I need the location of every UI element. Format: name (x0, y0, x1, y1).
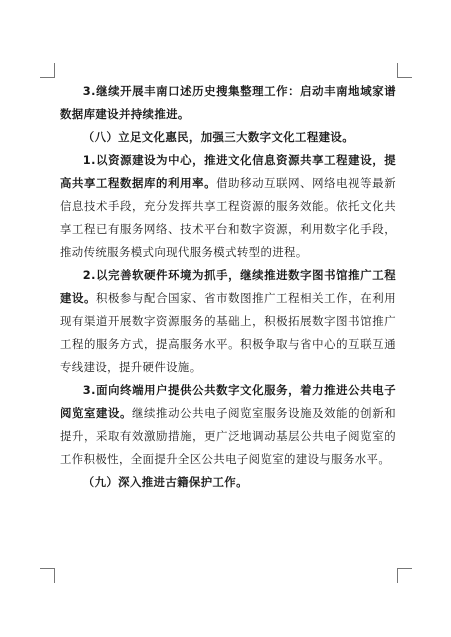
section-heading-9 (60, 471, 396, 494)
paragraph-text: 继续推动公共电子阅览室服务设施及效能的创新和提升，采取有效激励措施，更广泛地调动基层公共电子阅览室的工作积极性，全面提升全区公共电子阅览室的建设与服务水平。 (60, 406, 396, 466)
section-title: （八）立足文化惠民，加强三大数字文化工程建设。 (82, 130, 354, 144)
paragraph-resource-sharing (60, 149, 396, 264)
document-body (60, 80, 396, 494)
paragraph-digital-library (60, 264, 396, 379)
paragraph-text: 借助移动互联网、网络电视等最新信息技术手段，充分发挥共享工程资源的服务效能。依托文化共享工程已有服务网络、技术平台和数字资源，利用数字化手段，推动传统服务模式向现代服务模式转型的进程。 (60, 176, 396, 259)
crop-mark-top-left (40, 63, 55, 78)
paragraph-e-reading-room (60, 379, 396, 471)
crop-mark-top-right (397, 63, 412, 78)
section-heading-8 (60, 126, 396, 149)
crop-mark-bottom-left (40, 568, 55, 583)
crop-mark-bottom-right (397, 568, 412, 583)
paragraph-text: 积极参与配合国家、省市数图推广工程相关工作，在利用现有渠道开展数字资源服务的基础上，积极拓展数字图书馆推广工程的服务方式，提高服务水平。积极争取与省中心的互联互通专线建设，提升硬件设施。 (60, 291, 396, 374)
paragraph-heading: 1.以资源建设为中心，推进文化信息资源共享工程建设，提高共享工程数据库的利用率。 (60, 153, 396, 190)
paragraph-heading: 3.继续开展丰南口述历史搜集整理工作：启动丰南地域家谱数据库建设并持续推进。 (60, 84, 396, 121)
paragraph-heading: 2.以完善软硬件环境为抓手，继续推进数字图书馆推广工程建设。 (60, 268, 396, 305)
paragraph-oral-history (60, 80, 396, 126)
section-title: （九）深入推进古籍保护工作。 (82, 475, 248, 489)
paragraph-heading: 3.面向终端用户提供公共数字文化服务，着力推进公共电子阅览室建设。 (60, 383, 396, 420)
